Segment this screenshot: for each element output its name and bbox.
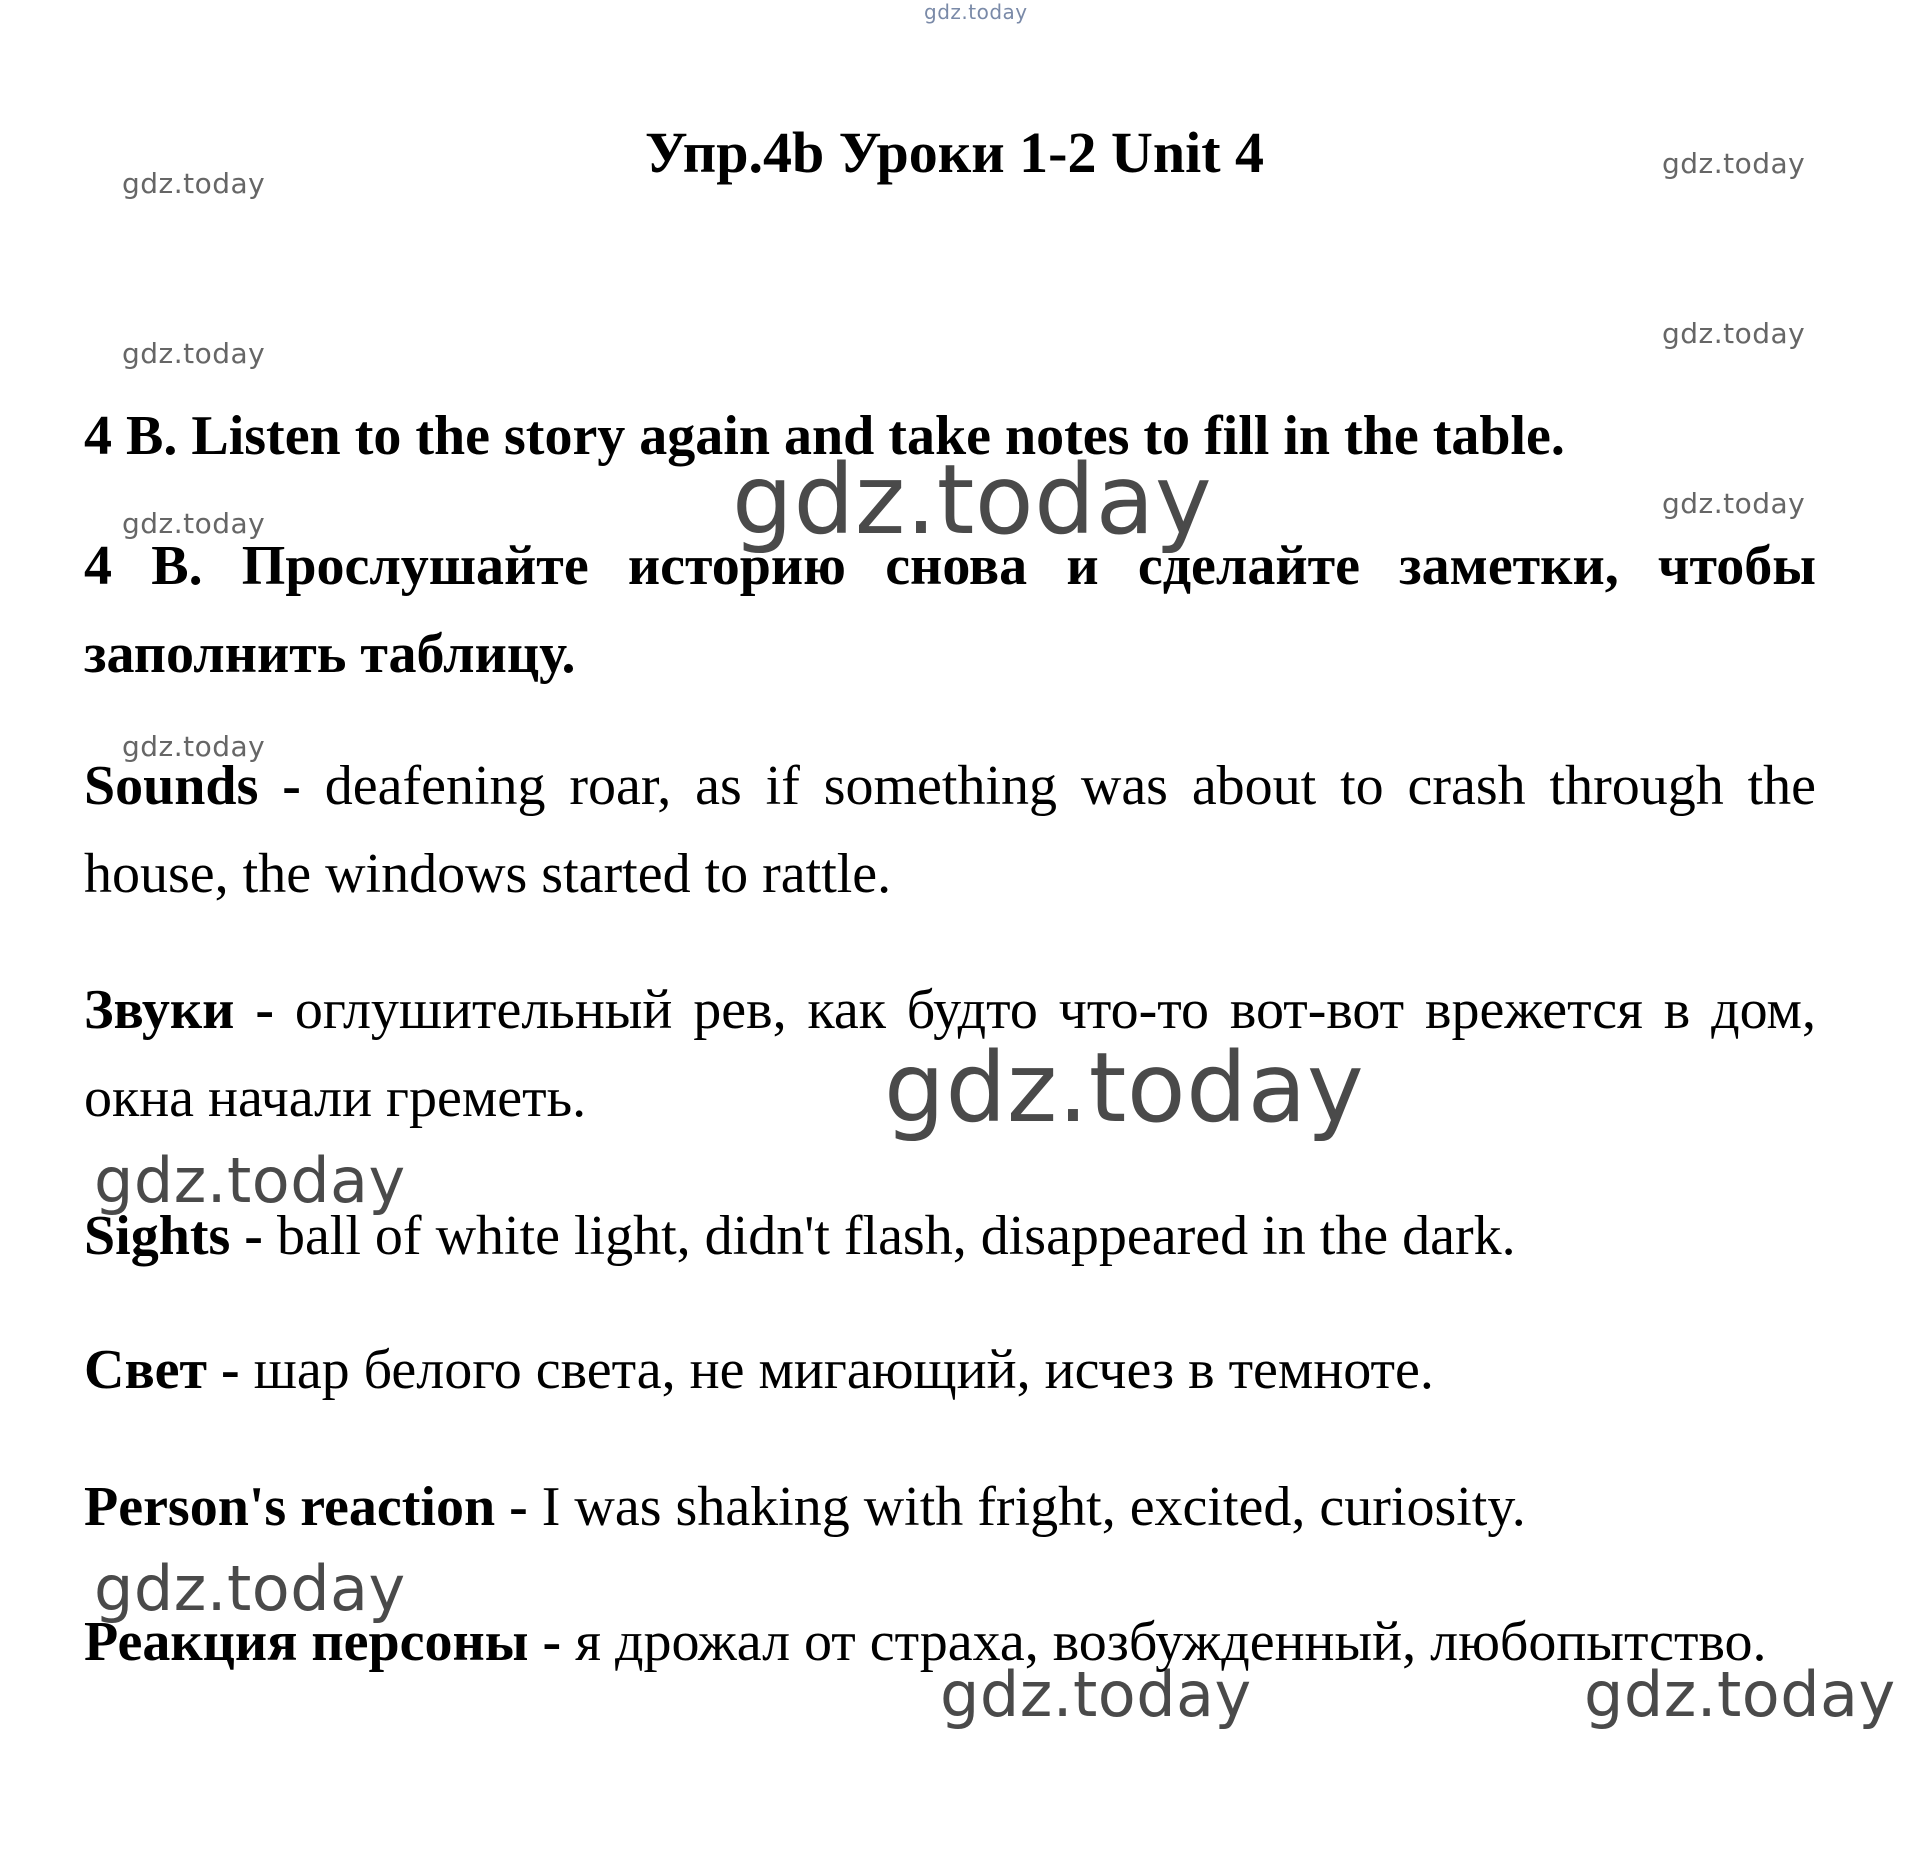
watermark: gdz.today [94, 1552, 406, 1625]
instruction-russian: 4 B. Прослушайте историю снова и сделайте заметки, чтобы заполнить таблицу. [84, 535, 1816, 685]
entry-label: Звуки [84, 979, 235, 1041]
entry-separator: - [495, 1476, 542, 1538]
watermark: gdz.today [122, 337, 266, 370]
watermark: gdz.today [122, 167, 266, 200]
entry-separator: - [230, 1205, 277, 1267]
page-title: Упр.4b Уроки 1-2 Unit 4 [644, 120, 1265, 185]
entry-label: Sights [84, 1205, 231, 1267]
entry-reaction-ru [84, 1598, 1816, 1686]
watermark: gdz.today [122, 730, 266, 763]
entry-separator: - [234, 979, 295, 1041]
watermark: gdz.today [1584, 1658, 1896, 1731]
watermark: gdz.today [884, 1032, 1365, 1144]
entry-reaction-en [84, 1463, 1816, 1551]
entry-text: deafening roar, as if something was about to crash through the house, the windows started to rattle. [84, 755, 1816, 905]
watermark: gdz.today [122, 507, 266, 540]
entry-text: оглушительный рев, как будто что-то вот-вот врежется в дом, окна начали греметь. [84, 979, 1816, 1129]
instruction-english: 4 B. Listen to the story again and take notes to fill in the table. [84, 405, 1565, 467]
entry-separator: - [207, 1339, 254, 1401]
entry-text: шар белого света, не мигающий, исчез в темноте. [253, 1339, 1434, 1401]
entry-text: ball of white light, didn't flash, disappeared in the dark. [276, 1205, 1516, 1267]
watermark: gdz.today [94, 1144, 406, 1217]
watermark: gdz.today [1662, 147, 1806, 180]
entry-sounds-ru [84, 966, 1816, 1142]
watermark: gdz.today [1662, 317, 1806, 350]
entry-sights-en [84, 1192, 1816, 1280]
watermark: gdz.today [732, 444, 1213, 556]
watermark: gdz.today [940, 1658, 1252, 1731]
entry-label: Реакция персоны [84, 1611, 529, 1673]
entry-label: Person's reaction [84, 1476, 496, 1538]
entry-label: Свет [84, 1339, 208, 1401]
entry-sights-ru [84, 1326, 1816, 1414]
watermark: gdz.today [924, 0, 1028, 24]
entry-separator: - [258, 755, 325, 817]
entry-text: я дрожал от страха, возбужденный, любопытство. [575, 1611, 1767, 1673]
entry-text: I was shaking with fright, excited, curiosity. [541, 1476, 1526, 1538]
entry-sounds-en [84, 742, 1816, 918]
watermark: gdz.today [1662, 487, 1806, 520]
entry-separator: - [528, 1611, 576, 1673]
entry-label: Sounds [84, 755, 259, 817]
